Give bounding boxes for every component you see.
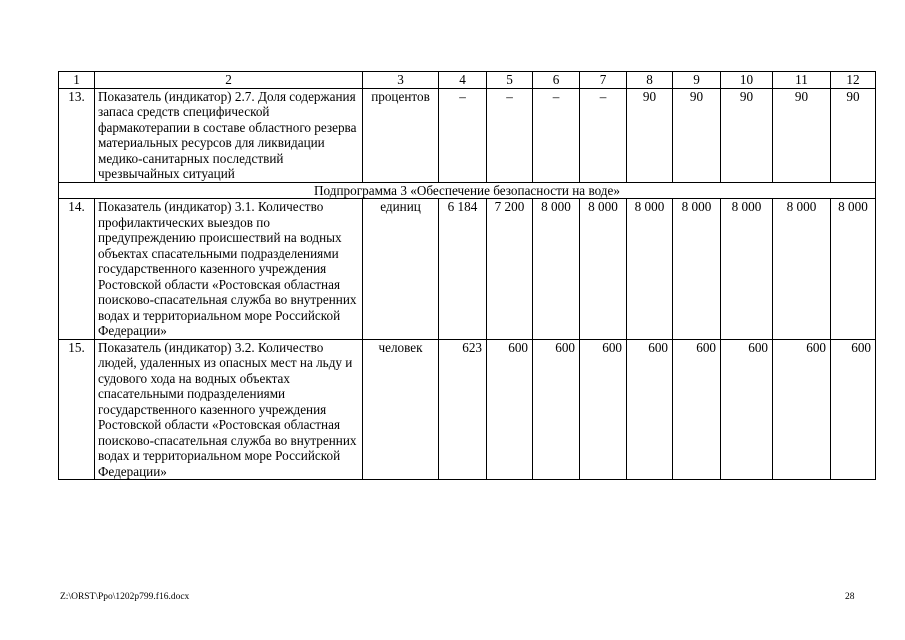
unit-cell: единиц bbox=[363, 199, 439, 340]
table-row bbox=[59, 339, 876, 480]
header-cell: 3 bbox=[363, 72, 439, 89]
header-cell: 9 bbox=[673, 72, 721, 89]
value-cell: 90 bbox=[773, 88, 831, 182]
value-cell: 90 bbox=[721, 88, 773, 182]
header-cell: 8 bbox=[627, 72, 673, 89]
value-cell: 600 bbox=[773, 339, 831, 480]
table-row bbox=[59, 199, 876, 340]
value-cell: 6 184 bbox=[439, 199, 487, 340]
indicators-table bbox=[58, 71, 876, 480]
value-cell: 8 000 bbox=[580, 199, 627, 340]
value-cell: 600 bbox=[627, 339, 673, 480]
row-number: 15. bbox=[59, 339, 95, 480]
header-cell: 7 bbox=[580, 72, 627, 89]
header-cell: 1 bbox=[59, 72, 95, 89]
value-cell: 600 bbox=[533, 339, 580, 480]
unit-cell: человек bbox=[363, 339, 439, 480]
value-cell: 8 000 bbox=[831, 199, 876, 340]
value-cell: – bbox=[533, 88, 580, 182]
value-cell: 90 bbox=[673, 88, 721, 182]
indicator-text: Показатель (индикатор) 3.2. Количество людей, удаленных из опасных мест на льду и судового хода на водных объектах спасательными подразделениями государственного казенного учреждения Ростовской области «Ростовская областная поисково-спасательная служба во внутренних водах и территориальном море Российской Федерации» bbox=[95, 339, 363, 480]
value-cell: 8 000 bbox=[673, 199, 721, 340]
header-cell: 11 bbox=[773, 72, 831, 89]
value-cell: 600 bbox=[721, 339, 773, 480]
value-cell: 8 000 bbox=[721, 199, 773, 340]
value-cell: 623 bbox=[439, 339, 487, 480]
table-header-row bbox=[59, 72, 876, 89]
header-cell: 6 bbox=[533, 72, 580, 89]
table-row bbox=[59, 88, 876, 182]
indicator-text: Показатель (индикатор) 2.7. Доля содержания запаса средств специфической фармакотерапии в составе областного резерва материальных ресурсов для ликвидации медико-санитарных последствий чрезвычайных ситуаций bbox=[95, 88, 363, 182]
file-path: Z:\ORST\Ppo\1202p799.f16.docx bbox=[60, 592, 190, 602]
value-cell: – bbox=[439, 88, 487, 182]
value-cell: 8 000 bbox=[773, 199, 831, 340]
unit-cell: процентов bbox=[363, 88, 439, 182]
value-cell: 600 bbox=[580, 339, 627, 480]
page-number: 28 bbox=[845, 592, 855, 602]
header-cell: 5 bbox=[487, 72, 533, 89]
subprogram-title: Подпрограмма 3 «Обеспечение безопасности на воде» bbox=[59, 182, 876, 199]
value-cell: – bbox=[580, 88, 627, 182]
subprogram-row bbox=[59, 182, 876, 199]
value-cell: 8 000 bbox=[533, 199, 580, 340]
value-cell: 600 bbox=[673, 339, 721, 480]
header-cell: 10 bbox=[721, 72, 773, 89]
value-cell: 600 bbox=[487, 339, 533, 480]
indicator-text: Показатель (индикатор) 3.1. Количество профилактических выездов по предупреждению происшествий на водных объектах спасательными подразделениями государственного казенного учреждения Ростовской области «Ростовская областная поисково-спасательная служба во внутренних водах и территориальном море Российской Федерации» bbox=[95, 199, 363, 340]
value-cell: 90 bbox=[831, 88, 876, 182]
value-cell: – bbox=[487, 88, 533, 182]
header-cell: 2 bbox=[95, 72, 363, 89]
value-cell: 7 200 bbox=[487, 199, 533, 340]
header-cell: 12 bbox=[831, 72, 876, 89]
row-number: 14. bbox=[59, 199, 95, 340]
value-cell: 8 000 bbox=[627, 199, 673, 340]
value-cell: 600 bbox=[831, 339, 876, 480]
value-cell: 90 bbox=[627, 88, 673, 182]
row-number: 13. bbox=[59, 88, 95, 182]
header-cell: 4 bbox=[439, 72, 487, 89]
